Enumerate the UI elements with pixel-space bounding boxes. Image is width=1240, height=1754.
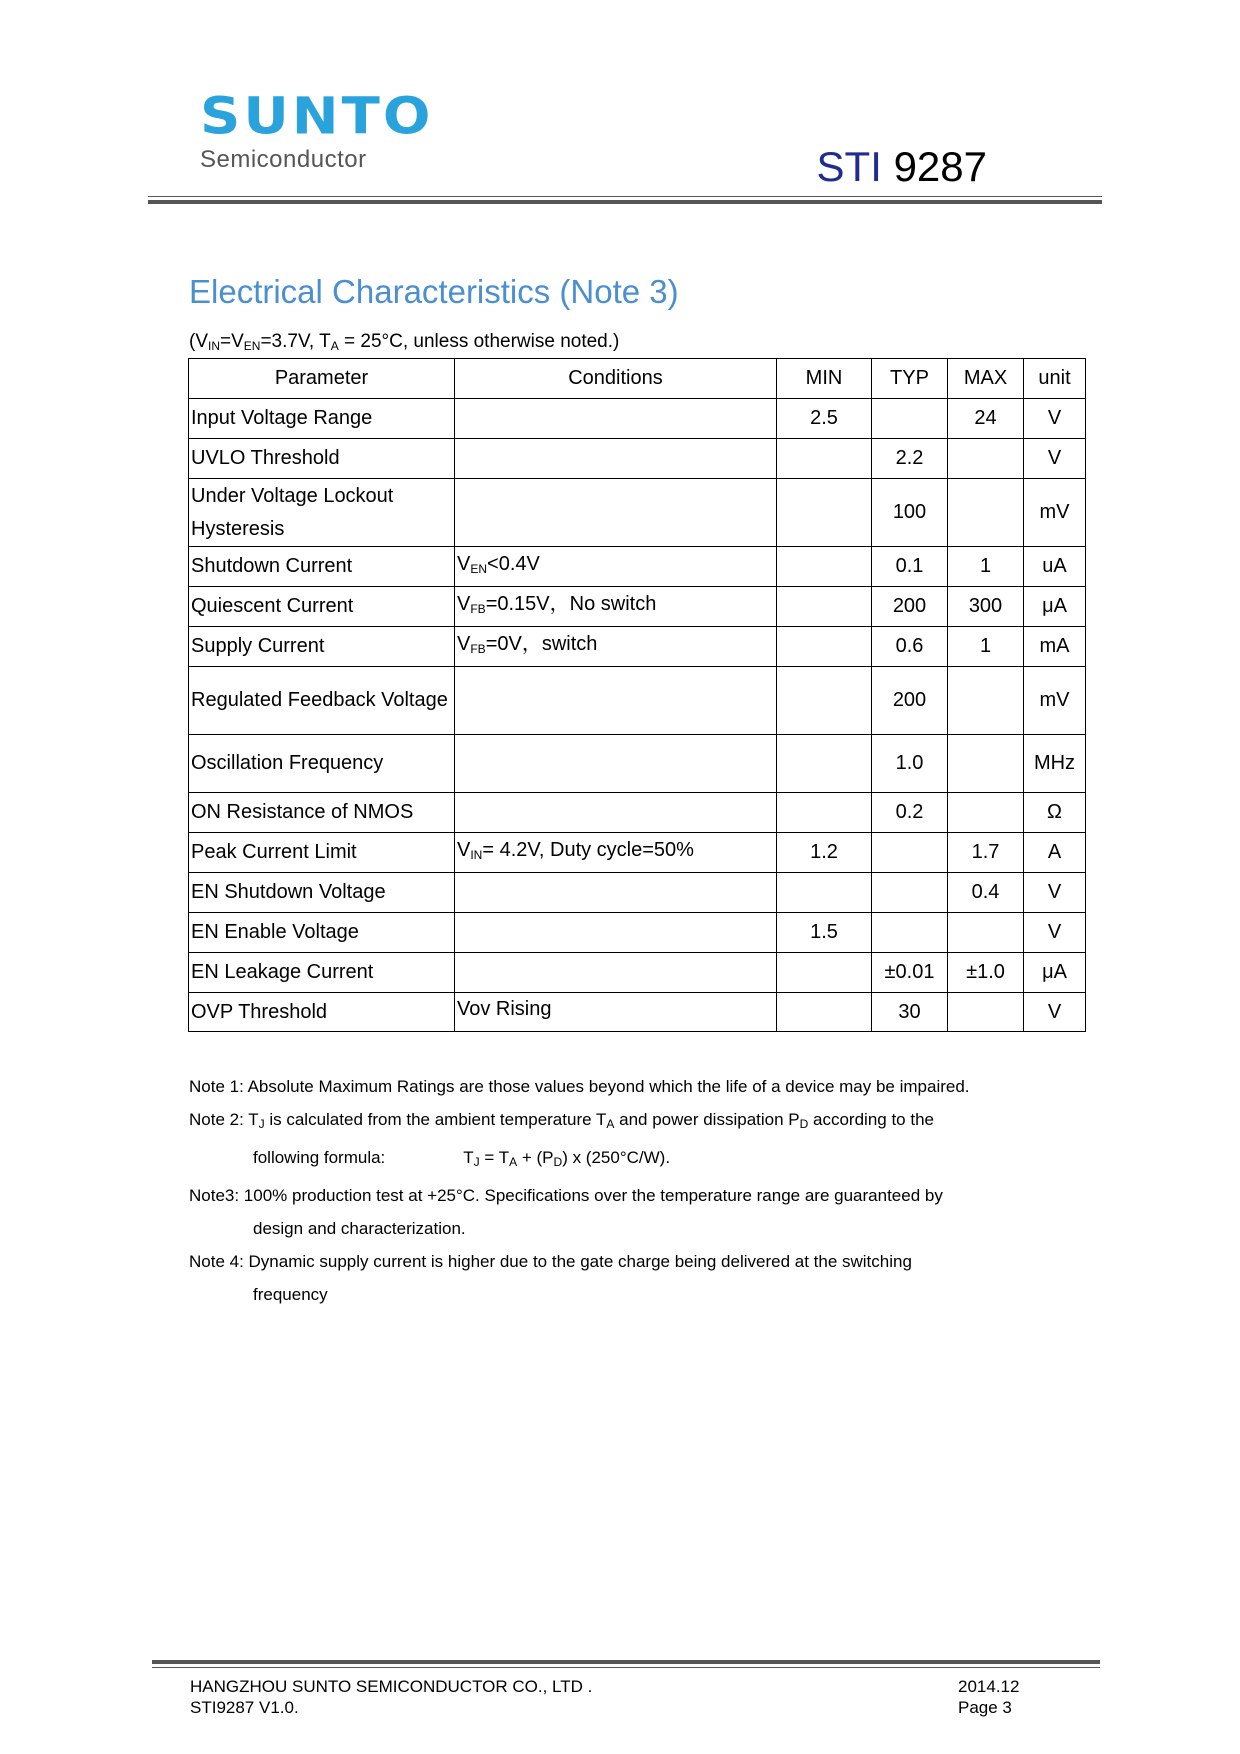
cell-parameter: OVP Threshold (189, 993, 455, 1032)
cell-max (948, 667, 1024, 735)
cell-typ: ±0.01 (872, 953, 948, 993)
cell-min (777, 873, 872, 913)
logo-subtitle: Semiconductor (200, 146, 367, 173)
cell-max (948, 993, 1024, 1032)
cell-typ: 200 (872, 587, 948, 627)
cell-conditions (455, 479, 777, 547)
cell-min (777, 439, 872, 479)
header-divider (148, 196, 1102, 197)
cell-parameter: Input Voltage Range (189, 399, 455, 439)
table-row (189, 439, 1086, 479)
notes (189, 1070, 1089, 1311)
doc-id (817, 144, 987, 190)
note-4: Note 4: Dynamic supply current is higher due to the gate charge being delivered at the switching (189, 1252, 912, 1271)
cell-unit: A (1024, 833, 1086, 873)
cell-max (948, 735, 1024, 793)
cell-unit: V (1024, 399, 1086, 439)
header-conditions: Conditions (455, 359, 777, 399)
cell-parameter: Peak Current Limit (189, 833, 455, 873)
cell-max: 1.7 (948, 833, 1024, 873)
table-row (189, 547, 1086, 587)
cell-typ: 30 (872, 993, 948, 1032)
table-row (189, 913, 1086, 953)
cell-max: 300 (948, 587, 1024, 627)
header-max: MAX (948, 359, 1024, 399)
footer-version: STI9287 V1.0. (190, 1698, 299, 1717)
cell-unit: V (1024, 439, 1086, 479)
cell-max (948, 479, 1024, 547)
cell-typ: 100 (872, 479, 948, 547)
cell-unit: V (1024, 913, 1086, 953)
electrical-characteristics-table (188, 358, 1086, 1032)
cell-min (777, 793, 872, 833)
cell-typ (872, 913, 948, 953)
cell-max: 0.4 (948, 873, 1024, 913)
header-min: MIN (777, 359, 872, 399)
cell-min (777, 479, 872, 547)
cell-min (777, 667, 872, 735)
cell-typ: 0.2 (872, 793, 948, 833)
cell-unit: MHz (1024, 735, 1086, 793)
cell-parameter: ON Resistance of NMOS (189, 793, 455, 833)
table-row (189, 873, 1086, 913)
cell-min (777, 993, 872, 1032)
cell-max: 1 (948, 627, 1024, 667)
cell-parameter: Regulated Feedback Voltage (189, 667, 455, 735)
cell-min (777, 587, 872, 627)
cell-conditions: Vov Rising (455, 993, 777, 1032)
cell-max: 24 (948, 399, 1024, 439)
cell-parameter: Under Voltage Lockout Hysteresis (189, 479, 455, 547)
table-row (189, 833, 1086, 873)
table-row (189, 627, 1086, 667)
table-row (189, 587, 1086, 627)
cell-conditions (455, 793, 777, 833)
footer-page-number: Page 3 (958, 1698, 1012, 1717)
table-row (189, 953, 1086, 993)
note-1: Note 1: Absolute Maximum Ratings are those values beyond which the life of a device may be impaired. (189, 1077, 970, 1096)
table-row (189, 793, 1086, 833)
cell-min (777, 627, 872, 667)
cell-min: 2.5 (777, 399, 872, 439)
cell-parameter: EN Enable Voltage (189, 913, 455, 953)
cell-typ (872, 833, 948, 873)
cell-conditions (455, 399, 777, 439)
cell-typ: 0.1 (872, 547, 948, 587)
footer-divider (152, 1667, 1100, 1668)
section-title: Electrical Characteristics (Note 3) (189, 273, 679, 310)
cell-parameter: Shutdown Current (189, 547, 455, 587)
cell-conditions: $V_{FB}=0V$，switch (455, 627, 777, 667)
cell-conditions (455, 913, 777, 953)
cell-conditions (455, 667, 777, 735)
cell-unit: Ω (1024, 793, 1086, 833)
table-row (189, 479, 1086, 547)
cell-conditions (455, 735, 777, 793)
header-unit: unit (1024, 359, 1086, 399)
table-header-row (189, 359, 1086, 399)
cell-typ (872, 873, 948, 913)
doc-id-number: 9287 (893, 143, 987, 190)
header-divider-thick (148, 200, 1102, 204)
cell-typ: 1.0 (872, 735, 948, 793)
cell-unit: mV (1024, 667, 1086, 735)
cell-min (777, 547, 872, 587)
cell-conditions (455, 439, 777, 479)
cell-conditions: $V_{EN}<0.4V$ (455, 547, 777, 587)
note-4-cont: frequency (253, 1285, 328, 1304)
test-conditions: ($V_{IN}=V_{EN}=3.7V$, $T_A = 25^\circ C$, unless otherwise noted.) (189, 331, 620, 353)
cell-max (948, 913, 1024, 953)
table-row (189, 667, 1086, 735)
cell-conditions: $V_{IN}= 4.2V$, Duty cycle=50% (455, 833, 777, 873)
header-typ: TYP (872, 359, 948, 399)
doc-id-prefix: STI (816, 143, 882, 190)
table-row (189, 735, 1086, 793)
cell-unit: μA (1024, 953, 1086, 993)
footer-divider-thick (152, 1660, 1100, 1664)
cell-parameter: Supply Current (189, 627, 455, 667)
note-2: Note 2: $T_J$ is calculated from the ambient temperature $T_A$ and power dissipation $P_D$ according to the (189, 1110, 934, 1131)
cell-unit: V (1024, 873, 1086, 913)
cell-unit: V (1024, 993, 1086, 1032)
note-2-formula: following formula: $T_J = T_A + (P_D)$ x (250°C/W). (253, 1148, 671, 1169)
cell-parameter: UVLO Threshold (189, 439, 455, 479)
cell-max: ±1.0 (948, 953, 1024, 993)
cell-conditions (455, 953, 777, 993)
table-row (189, 993, 1086, 1032)
cell-typ (872, 399, 948, 439)
table-row (189, 399, 1086, 439)
cell-min (777, 735, 872, 793)
cell-unit: uA (1024, 547, 1086, 587)
cell-conditions (455, 873, 777, 913)
cell-max (948, 439, 1024, 479)
cell-parameter: Quiescent Current (189, 587, 455, 627)
footer-company: HANGZHOU SUNTO SEMICONDUCTOR CO., LTD . (190, 1677, 593, 1696)
cell-parameter: Oscillation Frequency (189, 735, 455, 793)
cell-min (777, 953, 872, 993)
cell-max (948, 793, 1024, 833)
cell-typ: 0.6 (872, 627, 948, 667)
cell-unit: μA (1024, 587, 1086, 627)
cell-unit: mV (1024, 479, 1086, 547)
cell-min: 1.5 (777, 913, 872, 953)
header-parameter: Parameter (189, 359, 455, 399)
footer-date: 2014.12 (958, 1677, 1020, 1696)
cell-typ: 200 (872, 667, 948, 735)
cell-min: 1.2 (777, 833, 872, 873)
cell-conditions: $V_{FB}=0.15V$，No switch (455, 587, 777, 627)
logo-brand: SUNTO (200, 87, 434, 146)
cell-typ: 2.2 (872, 439, 948, 479)
cell-unit: mA (1024, 627, 1086, 667)
note-3: Note3: 100% production test at +25°C. Specifications over the temperature range are guaranteed by (189, 1186, 943, 1205)
note-3-cont: design and characterization. (253, 1219, 466, 1238)
cell-max: 1 (948, 547, 1024, 587)
cell-parameter: EN Shutdown Voltage (189, 873, 455, 913)
cell-parameter: EN Leakage Current (189, 953, 455, 993)
